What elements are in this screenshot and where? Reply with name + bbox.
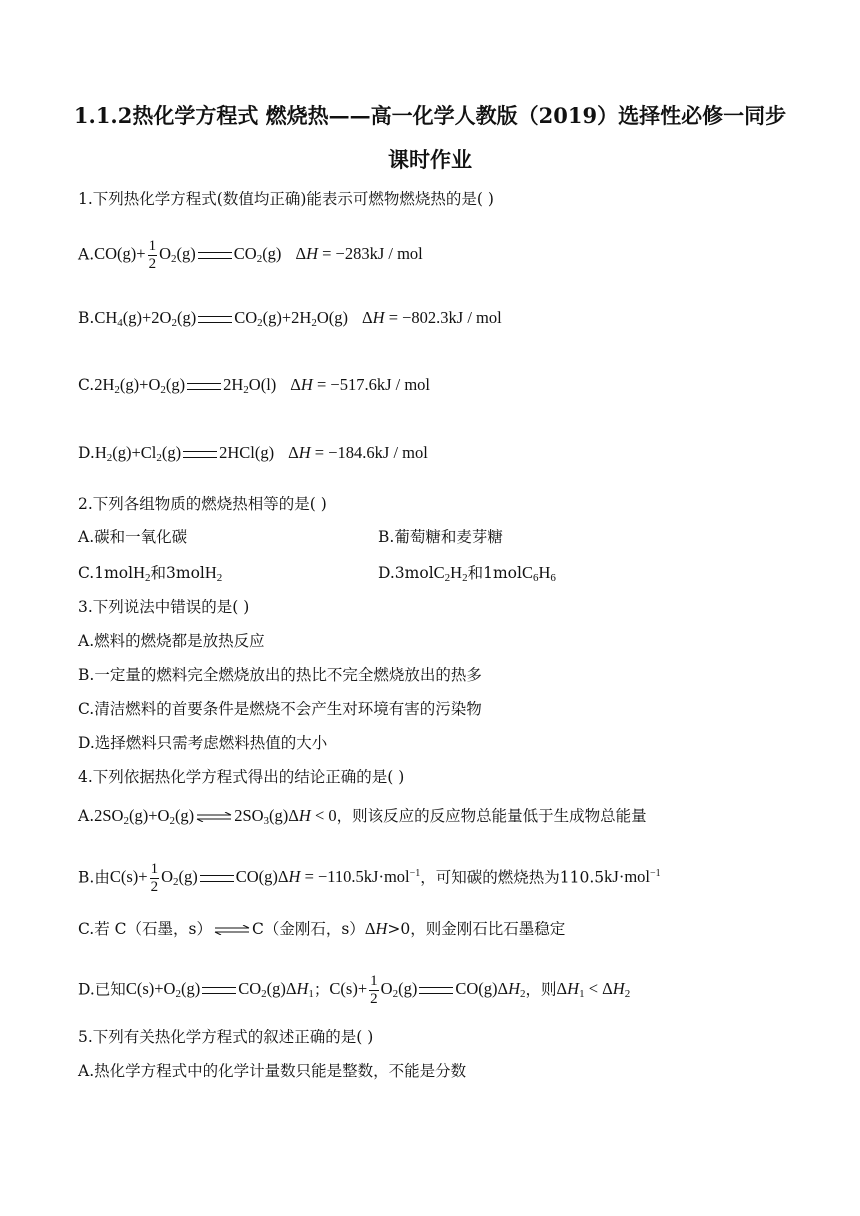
q4-option-a-equation: $2SO_2(g)+O_2(g) 2SO_3(g)\Delta H < 0$ bbox=[94, 806, 337, 827]
q4-option-c-text1: C.若 C（石墨，s） bbox=[78, 920, 212, 938]
q2-formula-c6h6: $C_6H_6$ bbox=[521, 563, 556, 584]
q2-option-b[interactable]: B.葡萄糖和麦芽糖 bbox=[378, 528, 503, 546]
q3-option-b[interactable]: B.一定量的燃料完全燃烧放出的热比不完全燃烧放出的热多 bbox=[78, 666, 482, 684]
q5-stem: 5.下列有关热化学方程式的叙述正确的是( ) bbox=[78, 1028, 374, 1046]
q1-option-c-label: C. bbox=[78, 376, 95, 394]
q4-option-d[interactable] bbox=[78, 974, 630, 1007]
q3-option-c[interactable]: C.清洁燃料的首要条件是燃烧不会产生对环境有害的污染物 bbox=[78, 700, 482, 718]
q4-option-d-comparison: $\Delta H_1 < \Delta H_2$ bbox=[556, 979, 631, 1001]
q5-option-a[interactable]: A.热化学方程式中的化学计量数只能是整数，不能是分数 bbox=[78, 1062, 467, 1080]
q4-option-b-text: ，可知碳的燃烧热为110.5 bbox=[420, 868, 605, 887]
q4-option-d-equation-2: C(s)+ $\frac{1}{2}$ $O_2(g)$ $CO(g)\Delta H_2$ bbox=[329, 973, 526, 1007]
q1-option-c-equation: $2H_2(g)+O_2(g)$ $2H_2O(l) \Delta H = -517.6kJ$ / mol bbox=[94, 375, 431, 396]
q4-option-b-label: B.由 bbox=[78, 868, 110, 887]
q4-option-b-unit: kJ·mol$^{-1}$ bbox=[604, 867, 661, 887]
q2-stem: 2.下列各组物质的燃烧热相等的是( ) bbox=[78, 495, 327, 513]
q4-option-d-text: ，则 bbox=[525, 980, 557, 999]
q2-option-a[interactable]: A.碳和一氧化碳 bbox=[78, 528, 188, 546]
q2-option-c-mid: 和3mol bbox=[150, 564, 205, 582]
q4-stem: 4.下列依据热化学方程式得出的结论正确的是( ) bbox=[78, 768, 405, 786]
q2-formula-h2-b: $H_2$ bbox=[204, 563, 223, 584]
q4-option-d-equation-1: $C(s)+O_2(g)$ $CO_2(g)\Delta H_1$ bbox=[125, 979, 314, 1001]
q3-option-a[interactable]: A.燃料的燃烧都是放热反应 bbox=[78, 632, 265, 650]
q4-option-c-text2: C（金刚石，s） bbox=[251, 920, 365, 938]
q4-option-c-delta-h: ΔH bbox=[364, 919, 388, 938]
q2-option-d-label: D.3mol bbox=[378, 564, 434, 582]
q4-option-d-label: D.已知 bbox=[78, 980, 126, 999]
title-line-2: 课时作业 bbox=[388, 147, 472, 172]
q2-option-d-mid: 和1mol bbox=[467, 564, 522, 582]
q4-option-c[interactable] bbox=[78, 918, 565, 940]
q4-option-b-equation: C(s)+ $\frac{1}{2}$ $O_2(g) CO(g)\Delta H = -110.5kJ\cdot mol^{-1}$ bbox=[109, 861, 421, 895]
q1-option-d-label: D. bbox=[78, 444, 95, 462]
q1-option-c[interactable] bbox=[78, 374, 430, 396]
q2-option-d[interactable] bbox=[378, 562, 556, 584]
q1-option-a-equation: CO(g)+ $\frac{1}{2}$ $O_2(g)$ $CO_2(g) \Delta H = -283kJ$ / mol bbox=[94, 238, 423, 272]
q3-option-d[interactable]: D.选择燃料只需考虑燃料热值的大小 bbox=[78, 734, 328, 752]
q1-option-b-label: B. bbox=[78, 309, 95, 327]
q1-option-a[interactable] bbox=[78, 239, 423, 272]
q4-option-b[interactable] bbox=[78, 862, 661, 895]
q1-option-d-equation: $H_2(g)+Cl_2(g)$ 2HCl(g) ΔH = −184.6kJ / mol bbox=[94, 443, 428, 464]
q4-option-a[interactable] bbox=[78, 805, 647, 827]
q1-option-d[interactable] bbox=[78, 442, 428, 464]
q1-stem: 1.下列热化学方程式(数值均正确)能表示可燃物燃烧热的是( ) bbox=[78, 190, 494, 208]
q4-option-d-separator: ； bbox=[313, 980, 330, 999]
q1-option-a-label: A. bbox=[78, 245, 95, 264]
title-line-1: 1.1.2热化学方程式 燃烧热——高一化学人教版（2019）选择性必修一同步 bbox=[73, 103, 787, 128]
q4-option-a-label: A. bbox=[78, 807, 95, 825]
equilibrium-arrow-icon bbox=[214, 925, 250, 935]
q3-stem: 3.下列说法中错误的是( ) bbox=[78, 598, 250, 616]
q1-option-b[interactable] bbox=[78, 307, 502, 329]
equilibrium-arrow-icon bbox=[196, 812, 232, 822]
q4-option-c-text3: >0，则金刚石比石墨稳定 bbox=[387, 920, 566, 938]
q2-formula-c2h2: $C_2H_2$ bbox=[433, 563, 468, 584]
q2-formula-h2-a: $H_2$ bbox=[133, 563, 151, 584]
q2-option-c-label: C.1mol bbox=[78, 564, 134, 582]
q1-option-b-equation: $CH_4(g)+2O_2(g)$ $CO_2(g)+2H_2O(g) \Delta H = -802.3kJ$ / mol bbox=[94, 308, 502, 329]
q2-option-c[interactable] bbox=[78, 562, 222, 584]
q4-option-a-text: ，则该反应的反应物总能量低于生成物总能量 bbox=[336, 807, 647, 825]
